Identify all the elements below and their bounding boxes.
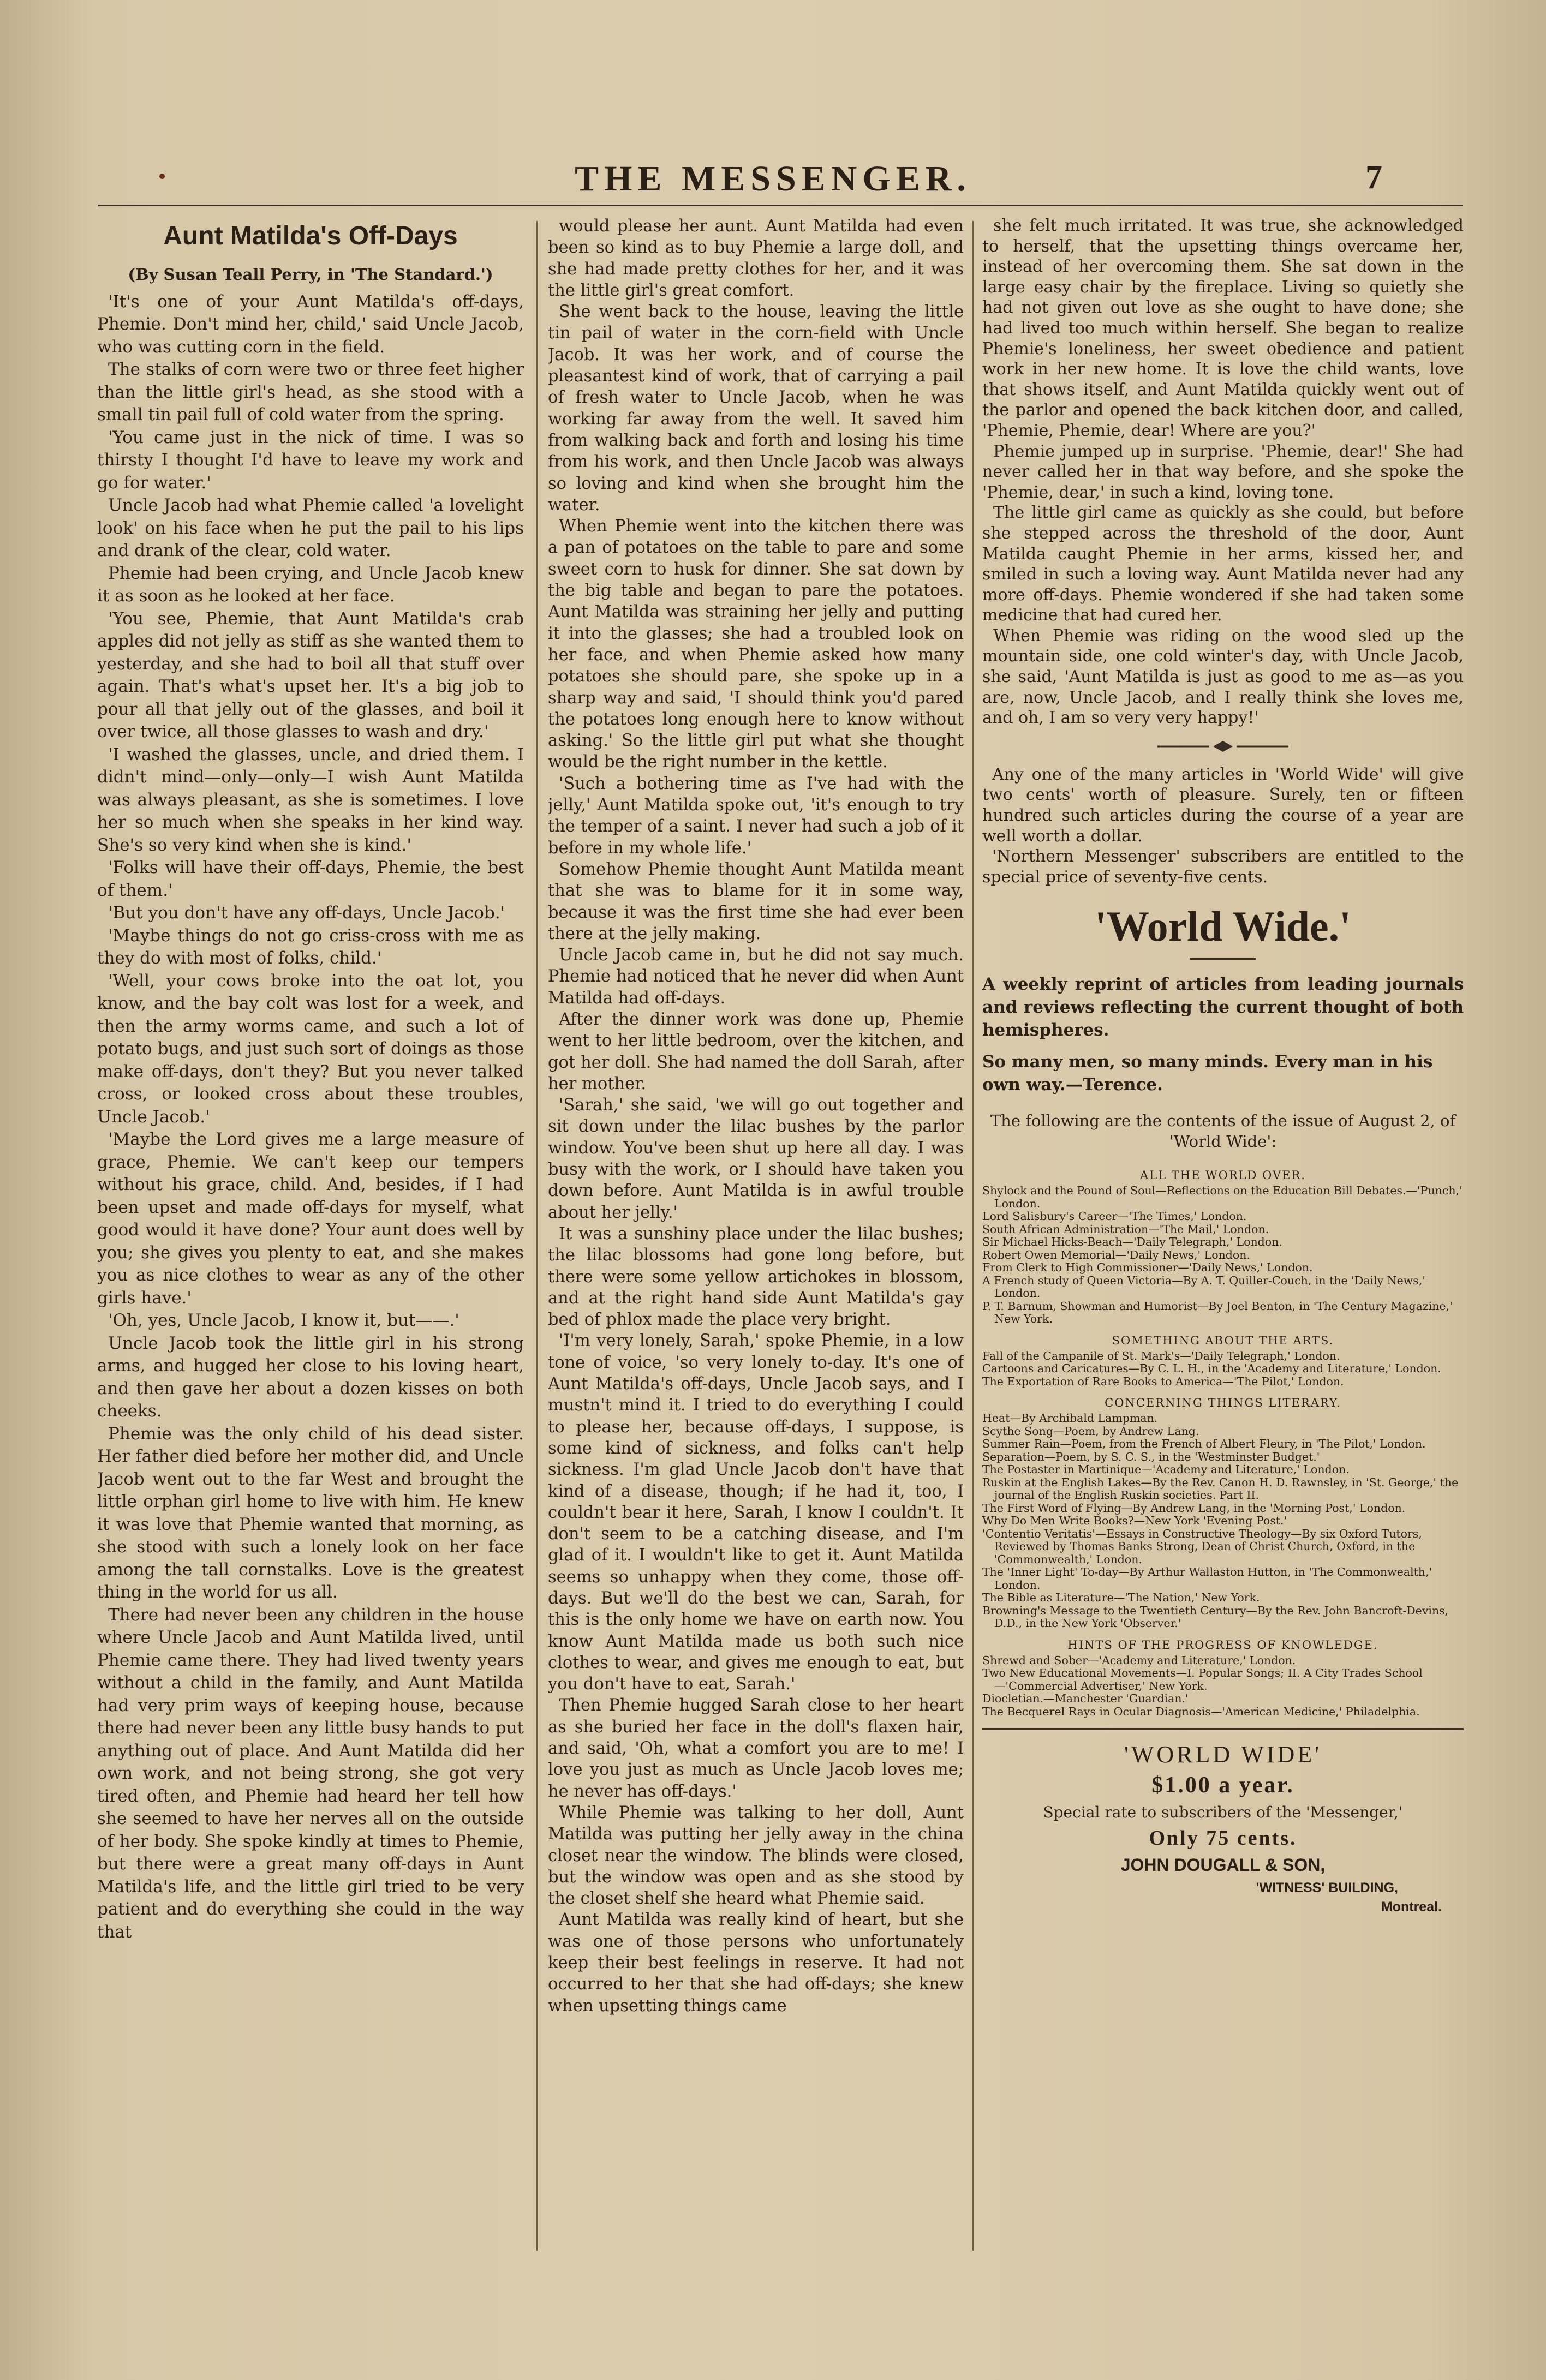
contents-section-heading: ALL THE WORLD OVER.: [1140, 1169, 1306, 1182]
contents-item: Browning's Message to the Twentieth Century—By the Rev. John Bancroft-Devins, D.D., in the New York 'Observer.': [982, 1604, 1449, 1630]
story-paragraph: 'Oh, yes, Uncle Jacob, I know it, but——.': [108, 1311, 459, 1330]
ornament-divider: [982, 738, 1464, 755]
story-paragraph: 'You came just in the nick of time. I was so thirsty I thought I'd have to leave my work and go for water.': [97, 427, 524, 493]
story-paragraph: 'Folks will have their off-days, Phemie, the best of them.': [97, 858, 524, 900]
story-paragraph: 'I'm very lonely, Sarah,' spoke Phemie, in a low tone of voice, 'so very lonely to-day. It's one of Aunt Matilda's off-days, Uncle Jacob says, and I mustn't mind it. I tried to do everything I could to please her, because off-days, I suppose, is some kind of sickness, and folks can't help sickness. I'm glad Uncle Jacob don't have that kind of a disease, though; if he had it, too, I couldn't bear it here, Sarah, I know I couldn't. It don't seem to be a catching disease, and I'm glad of it. I wouldn't like to get it. Aunt Matilda seems so unhappy when they come, those off-days. But we'll do the best we can, Sarah, for this is the only home we have on earth now. You know Aunt Matilda made us both such nice clothes to wear, and gives me enough to eat, but you don't have to eat, Sarah.': [548, 1331, 964, 1694]
contents-section-items: [982, 1412, 1464, 1630]
contents-item: Summer Rain—Poem, from the French of Albert Fleury, in 'The Pilot,' London.: [982, 1437, 1426, 1451]
story-paragraph: 'But you don't have any off-days, Uncle Jacob.': [108, 903, 505, 923]
story-paragraph: Uncle Jacob had what Phemie called 'a lovelight look' on his face when he put the pail to his lips and drank of the clear, cold water.: [97, 495, 524, 560]
story-paragraph: She went back to the house, leaving the little tin pail of water in the corn-field with Uncle Jacob. It was her work, and of course the pleasantest kind of work, that of carrying a pail of fresh water to Uncle Jacob, when he was working far away from the well. It saved him from walking back and forth and losing his time from his work, and then Uncle Jacob was always so loving and kind when she brought him the water.: [548, 302, 964, 515]
story-paragraph: 'Maybe the Lord gives me a large measure of grace, Phemie. We can't keep our tempers without his grace, child. And, besides, if I had been upset and made off-days for myself, what good would it have done? Your aunt does well by you; she gives you plenty to eat, and she makes you as nice clothes to wear as any of the other girls have.': [97, 1129, 524, 1308]
ad-only-price: Only 75 cents.: [1149, 1827, 1297, 1850]
story-paragraph: 'It's one of your Aunt Matilda's off-days, Phemie. Don't mind her, child,' said Uncle Jacob, who was cutting corn in the field.: [97, 291, 524, 357]
story-paragraph: 'I washed the glasses, uncle, and dried them. I didn't mind—only—only—I wish Aunt Matilda was always pleasant, as she is sometimes. I love her so much when she speaks in her kind way. She's so very kind when she is kind.': [97, 744, 524, 855]
story-paragraph: she felt much irritated. It was true, she acknowledged to herself, that the upsetting things overcame her, instead of her overcoming them. She sat down in the large easy chair by the fireplace. Living so quietly she had not given out love as she ought to have done; she had lived too much within herself. She began to realize Phemie's loneliness, her sweet obedience and patient work in her new home. It is love the child wants, love that shows itself, and Aunt Matilda quickly went out of the parlor and opened the back kitchen door, and called, 'Phemie, Phemie, dear! Where are you?': [982, 216, 1464, 440]
world-wide-title: 'World Wide.': [1095, 902, 1351, 950]
story-paragraph: Uncle Jacob took the little girl in his strong arms, and hugged her close to his loving heart, and then gave her about a dozen kisses on both cheeks.: [97, 1333, 524, 1421]
story-paragraph: would please her aunt. Aunt Matilda had even been so kind as to buy Phemie a large doll, and she had made pretty clothes for her, and it was the little girl's great comfort.: [548, 217, 964, 300]
column-divider: [972, 221, 974, 2251]
contents-section-heading: CONCERNING THINGS LITERARY.: [1105, 1396, 1341, 1410]
story-paragraph: Uncle Jacob came in, but he did not say much. Phemie had noticed that he never did when Aunt Matilda had off-days.: [548, 946, 964, 1008]
masthead-title: THE MESSENGER.: [575, 159, 971, 199]
contents-item: A French study of Queen Victoria—By A. T. Quiller-Couch, in the 'Daily News,' London.: [982, 1273, 1425, 1300]
ad-address: 'WITNESS' BUILDING,: [1256, 1880, 1398, 1896]
promo-block: [982, 764, 1464, 888]
story-paragraph: 'Well, your cows broke into the oat lot, you know, and the bay colt was lost for a week, and then the army worms came, and such a lot of potato bugs, and just such sort of doings as those make off-days, don't they? But you never talked cross, or looked cross about these troubles, Uncle Jacob.': [97, 971, 524, 1127]
story-byline: (By Susan Teall Perry, in 'The Standard.'): [128, 265, 493, 284]
ad-title: 'WORLD WIDE': [1124, 1741, 1322, 1768]
contents-section-heading: HINTS OF THE PROGRESS OF KNOWLEDGE.: [1067, 1638, 1378, 1652]
ad-price: $1.00 a year.: [1151, 1773, 1294, 1798]
story-paragraph: Then Phemie hugged Sarah close to her heart as she buried her face in the doll's flaxen hair, and said, 'Oh, what a comfort you are to me! I love you just as much as Uncle Jacob loves me; he never has off-days.': [548, 1696, 964, 1801]
contents-intro: The following are the contents of the issue of August 2, of 'World Wide':: [990, 1111, 1456, 1151]
contents-item: Robert Owen Memorial—'Daily News,' London.: [982, 1248, 1250, 1261]
story-paragraph: When Phemie went into the kitchen there was a pan of potatoes on the table to pare and some sweet corn to husk for dinner. She sat down by the big table and began to pare the potatoes. Aunt Matilda was straining her jelly and putting it into the glasses; she had a troubled look on her face, and when Phemie asked how many potatoes she should pare, she spoke up in a sharp way and said, 'I should think you'd pared the potatoes long enough here to know without asking.' So the little girl put what she thought would be the right number in the kettle.: [548, 517, 964, 772]
contents-item: Cartoons and Caricatures—By C. L. H., in the 'Academy and Literature,' London.: [982, 1362, 1441, 1376]
story-paragraphs-col1: [97, 291, 524, 1944]
world-wide-description: A weekly reprint of articles from leading journals and reviews reflecting the current thought of both hemispheres.: [982, 974, 1464, 1040]
page-number: 7: [1365, 159, 1382, 196]
story-paragraph: While Phemie was talking to her doll, Aunt Matilda was putting her jelly away in the china closet near the window. The blinds were closed, but the window was open and as she stood by the closet shelf she heard what Phemie said.: [548, 1803, 964, 1909]
contents-item: P. T. Barnum, Showman and Humorist—By Joel Benton, in 'The Century Magazine,' New York.: [982, 1299, 1453, 1326]
ad-top-rule: [982, 1728, 1464, 1730]
contents-section-heading: SOMETHING ABOUT THE ARTS.: [1112, 1333, 1334, 1347]
contents-item: Ruskin at the English Lakes—By the Rev. Canon H. D. Rawnsley, in 'St. George,' the journal of the English Ruskin societies. Part II.: [982, 1475, 1459, 1502]
column-divider: [536, 221, 538, 2251]
contents-list: [982, 1167, 1464, 1718]
ad-city: Montreal.: [1381, 1899, 1442, 1915]
contents-item: The Postaster in Martinique—'Academy and Literature,' London.: [982, 1463, 1350, 1476]
story-paragraph: The stalks of corn were two or three feet higher than the little girl's head, as she stood with a small tin pail full of cold water from the spring.: [97, 360, 524, 424]
contents-item: Fall of the Campanile of St. Mark's—'Daily Telegraph,' London.: [982, 1349, 1340, 1362]
contents-item: Shylock and the Pound of Soul—Reflections on the Education Bill Debates.—'Punch,' London.: [982, 1184, 1463, 1210]
story-paragraph: Phemie jumped up in surprise. 'Phemie, dear!' She had never called her in that way before, and she spoke the 'Phemie, dear,' in such a kind, loving tone.: [982, 441, 1464, 502]
masthead: [0, 158, 1546, 207]
column-2: [548, 216, 964, 2259]
contents-item: Separation—Poem, by S. C. S., in the 'Westminster Budget.': [982, 1450, 1320, 1463]
story-title: Aunt Matilda's Off-Days: [163, 222, 458, 250]
contents-section-items: [982, 1185, 1464, 1326]
story-paragraph: Phemie had been crying, and Uncle Jacob knew it as soon as he looked at her face.: [97, 563, 524, 606]
contents-item: 'Contentio Veritatis'—Essays in Constructive Theology—By six Oxford Tutors, Reviewed by Thomas Banks Strong, Dean of Christ Church, Oxford, in the 'Commonwealth,' London.: [982, 1527, 1422, 1566]
story-paragraph: The little girl came as quickly as she could, but before she stepped across the threshold of the door, Aunt Matilda caught Phemie in her arms, kissed her, and smiled in such a loving way. Aunt Matilda never had any more off-days. Phemie wondered if she had taken some medicine that had cured her.: [982, 503, 1464, 625]
story-paragraph: When Phemie was riding on the wood sled up the mountain side, one cold winter's day, with Uncle Jacob, she said, 'Aunt Matilda is just as good to me as—as you are, now, Uncle Jacob, and I really think she loves me, and oh, I am so very very happy!': [982, 626, 1464, 728]
story-paragraph: 'Such a bothering time as I've had with the jelly,' Aunt Matilda spoke out, 'it's enough to try the temper of a saint. I never had such a job of it before in my whole life.': [548, 774, 964, 858]
contents-item: The Bible as Literature—'The Nation,' New York.: [982, 1591, 1260, 1605]
story-paragraph: Phemie was the only child of his dead sister. Her father died before her mother did, and Uncle Jacob went out to the far West and brought the little orphan girl home to live with him. He knew it was love that Phemie wanted that morning, as she stood with such a lonely look on her face among the tall cornstalks. Love is the greatest thing in the world for us all.: [97, 1424, 524, 1602]
contents-item: Why Do Men Write Books?—New York 'Evening Post.': [982, 1514, 1287, 1528]
promo-paragraph: Any one of the many articles in 'World Wide' will give two cents' worth of pleasure. Surely, ten or fifteen hundred such articles during the course of a year are well worth a dollar.: [982, 764, 1464, 846]
contents-item: Two New Educational Movements—I. Popular Songs; II. A City Trades School—'Commercial Advertiser,' New York.: [982, 1666, 1423, 1693]
column-1: [97, 216, 524, 2259]
contents-item: The 'Inner Light' To-day—By Arthur Wallaston Hutton, in 'The Commonwealth,' London.: [982, 1565, 1432, 1592]
world-wide-motto: So many men, so many minds. Every man in his own way.—Terence.: [982, 1052, 1433, 1095]
contents-item: Heat—By Archibald Lampman.: [982, 1412, 1158, 1425]
ad-special-rate: Special rate to subscribers of the 'Messenger,': [1043, 1803, 1403, 1822]
promo-paragraph: 'Northern Messenger' subscribers are entitled to the special price of seventy-five cents.: [982, 847, 1464, 887]
contents-item: From Clerk to High Commissioner—'Daily News,' London.: [982, 1261, 1313, 1275]
contents-item: South African Administration—'The Mail,' London.: [982, 1222, 1269, 1236]
story-paragraph: After the dinner work was done up, Phemie went to her little bedroom, over the kitchen, and got her doll. She had named the doll Sarah, after her mother.: [548, 1009, 964, 1093]
column-3: [982, 216, 1464, 2259]
contents-item: Sir Michael Hicks-Beach—'Daily Telegraph,' London.: [982, 1235, 1282, 1249]
masthead-rule: [98, 205, 1463, 206]
story-paragraph: 'Maybe things do not go criss-cross with me as they do with most of folks, child.': [97, 925, 524, 968]
contents-item: Diocletian.—Manchester 'Guardian.': [982, 1692, 1189, 1706]
short-rule: [1190, 958, 1256, 960]
contents-section-items: [982, 1654, 1464, 1719]
contents-section-items: [982, 1350, 1464, 1389]
story-paragraph: Aunt Matilda was really kind of heart, but she was one of those persons who unfortunately keep their best feelings in reserve. It had not occurred to her that she had off-days; she knew when upsetting things came: [548, 1910, 964, 2016]
subscription-ad: [982, 1739, 1464, 1916]
contents-item: The Becquerel Rays in Ocular Diagnosis—'American Medicine,' Philadelphia.: [982, 1705, 1420, 1718]
story-paragraph: 'You see, Phemie, that Aunt Matilda's crab apples did not jelly as stiff as she wanted them to yesterday, and she had to boil all that stuff over again. That's what's upset her. It's a big job to pour all that jelly out of the glasses, and boil it over twice, all those glasses to wash and dry.': [97, 608, 524, 741]
story-paragraphs-col2: [548, 216, 964, 2017]
story-paragraphs-col3: [982, 216, 1464, 728]
story-paragraph: It was a sunshiny place under the lilac bushes; the lilac blossoms had gone long before, but there were some yellow artichokes in blossom, and at the right hand side Aunt Matilda's gay bed of phlox made the place very bright.: [548, 1224, 964, 1330]
contents-item: Shrewd and Sober—'Academy and Literature,' London.: [982, 1653, 1296, 1667]
contents-item: The Exportation of Rare Books to America—'The Pilot,' London.: [982, 1374, 1344, 1388]
contents-item: The First Word of Flying—By Andrew Lang, in the 'Morning Post,' London.: [982, 1501, 1406, 1515]
contents-item: Lord Salisbury's Career—'The Times,' London.: [982, 1210, 1247, 1223]
story-paragraph: Somehow Phemie thought Aunt Matilda meant that she was to blame for it in some way, because it was the first time she had ever been there at the jelly making.: [548, 859, 964, 943]
story-paragraph: There had never been any children in the house where Uncle Jacob and Aunt Matilda lived, until Phemie came there. They had lived twenty years without a child in the family, and Aunt Matilda had very prim ways of keeping house, because there had never been any little busy hands to put anything out of place. And Aunt Matilda did her own work, and not being strong, she got very tired often, and Phemie had heard her tell how she seemed to have her nerves all on the outside of her body. She spoke kindly at times to Phemie, but there were a great many off-days in Aunt Matilda's life, and the little girl tried to be very patient and do everything she could in the way that: [97, 1605, 524, 1942]
contents-item: Scythe Song—Poem, by Andrew Lang.: [982, 1424, 1199, 1438]
story-paragraph: 'Sarah,' she said, 'we will go out together and sit down under the lilac bushes by the parlor window. You've been shut up here all day. I was busy with the work, or I should have taken you down before. Aunt Matilda is in awful trouble about her jelly.': [548, 1096, 964, 1222]
ad-publisher: JOHN DOUGALL & SON,: [1120, 1855, 1326, 1875]
